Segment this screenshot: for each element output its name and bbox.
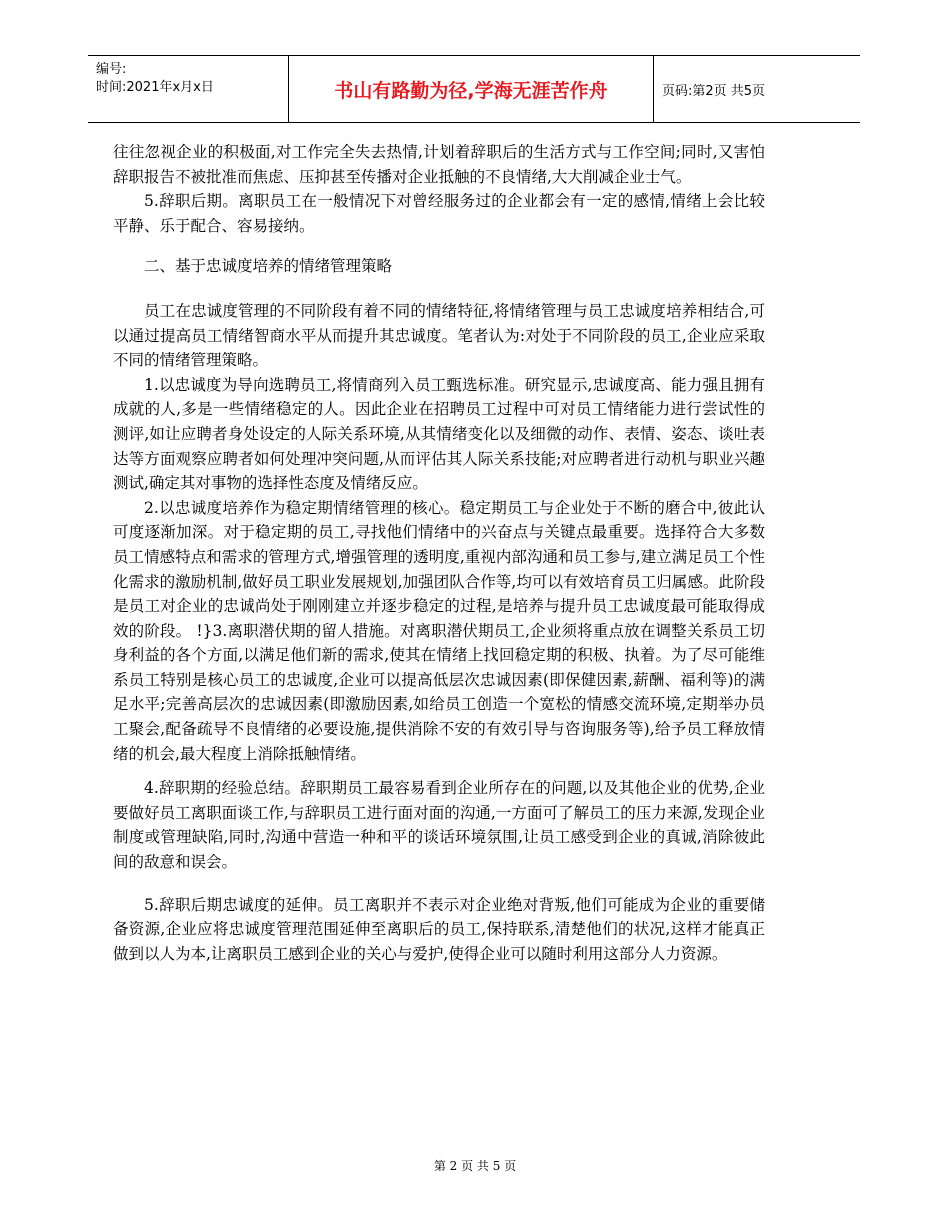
body-paragraph: 往往忽视企业的积极面,对工作完全失去热情,计划着辞职后的生活方式与工作空间;同时,又害怕辞职报告不被批准而焦虑、压抑甚至传播对企业抵触的不良情绪,大大削减企业士气。	[113, 143, 765, 186]
body-paragraph: 4.辞职期的经验总结。辞职期员工最容易看到企业所存在的问题,以及其他企业的优势,企业要做好员工离职面谈工作,与辞职员工进行面对面的沟通,一方面可了解员工的压力来源,发现企业制度或管理缺陷,同时,沟通中营造一种和平的谈话环境氛围,让员工感受到企业的真诚,消除彼此间的敌意和误会。	[113, 779, 765, 872]
body-paragraph: 2.以忠诚度培养作为稳定期情绪管理的核心。稳定期员工与企业处于不断的磨合中,彼此认可度逐渐加深。对于稳定期的员工,寻找他们情绪中的兴奋点与关键点最重要。选择符合大多数员工情感特点和需求的管理方式,增强管理的透明度,重视内部沟通和员工参与,建立满足员工个性化需求的激励机制,做好员工职业发展规划,加强团队合作等,均可以有效培育员工归属感。此阶段是员工对企业的忠诚尚处于刚刚建立并逐步稳定的过程,是培养与提升员工忠诚度最可能取得成效的阶段。 !}3.离职潜伏期的留人措施。对离职潜伏期员工,企业须将重点放在调整关系员工切身利益的各个方面,以满足他们新的需求,使其在情绪上找回稳定期的积极、执着。为了尽可能维系员工特别是核心员工的忠诚度,企业可以提高低层次忠诚因素(即保健因素,薪酬、福利等)的满足水平;完善高层次的忠诚因素(即激励因素,如给员工创造一个宽松的情感交流环境,定期举办员工聚会,配备疏导不良情绪的必要设施,提供消除不安的有效引导与咨询服务等),给予员工释放情绪的机会,最大程度上消除抵触情绪。	[113, 498, 765, 763]
document-time-label: 时间:2021年x月x日	[96, 80, 214, 95]
body-paragraph: 5.辞职后期。离职员工在一般情况下对曾经服务过的企业都会有一定的感情,情绪上会比较平静、乐于配合、容易接纳。	[113, 192, 765, 235]
page-footer: 第 2 页 共 5 页	[433, 1159, 517, 1173]
section-heading: 二、基于忠诚度培养的情绪管理策略	[144, 257, 393, 276]
document-number-label: 编号:	[96, 62, 127, 77]
body-paragraph: 员工在忠诚度管理的不同阶段有着不同的情绪特征,将情绪管理与员工忠诚度培养相结合,可以通过提高员工情绪智商水平从而提升其忠诚度。笔者认为:对处于不同阶段的员工,企业应采取不同的情绪管理策略。	[113, 301, 765, 370]
header-meta	[88, 56, 288, 122]
header-motto: 书山有路勤为径,学海无涯苦作舟	[288, 56, 654, 122]
document-body	[113, 140, 765, 966]
body-paragraph: 1.以忠诚度为导向选聘员工,将情商列入员工甄选标准。研究显示,忠诚度高、能力强且拥有成就的人,多是一些情绪稳定的人。因此企业在招聘员工过程中可对员工情绪能力进行尝试性的测评,如让应聘者身处设定的人际关系环境,从其情绪变化以及细微的动作、表情、姿态、谈吐表达等方面观察应聘者如何处理冲突问题,从而评估其人际关系技能;对应聘者进行动机与职业兴趣测试,确定其对事物的选择性态度及情绪反应。	[113, 375, 765, 493]
header-page-number: 页码:第2页 共5页	[662, 83, 766, 99]
page-header	[88, 55, 860, 123]
body-paragraph: 5.辞职后期忠诚度的延伸。员工离职并不表示对企业绝对背叛,他们可能成为企业的重要储备资源,企业应将忠诚度管理范围延伸至离职后的员工,保持联系,清楚他们的状况,这样才能真正做到以人为本,让离职员工感到企业的关心与爱护,使得企业可以随时利用这部分人力资源。	[113, 895, 765, 963]
